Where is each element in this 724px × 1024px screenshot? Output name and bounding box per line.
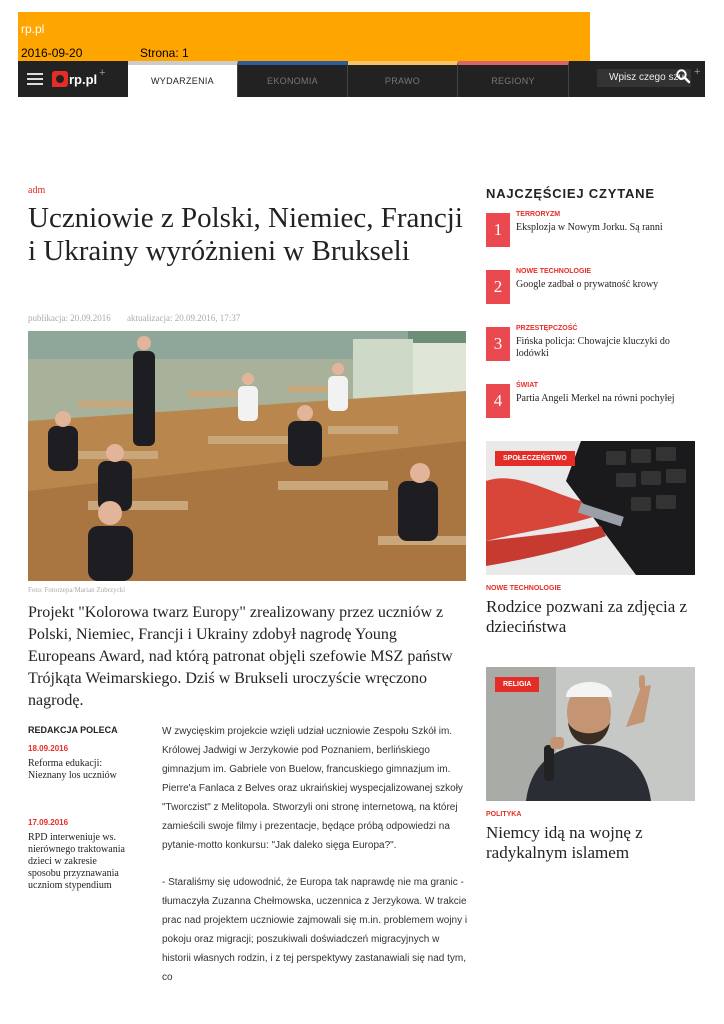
tab-label: WYDARZENIA: [150, 76, 214, 86]
most-read-category: ŚWIAT: [516, 382, 539, 389]
tab-regiony[interactable]: [458, 61, 569, 97]
recommends-heading: REDAKCJA POLECA: [28, 725, 118, 735]
print-date: 2016-09-20: [21, 46, 83, 60]
card-title[interactable]: Rodzice pozwani za zdjęcia z dzieciństwa: [486, 597, 688, 636]
tab-wydarzenia[interactable]: [128, 61, 238, 97]
most-read-number: 1: [486, 213, 510, 247]
tab-label: PRAWO: [384, 76, 421, 86]
top-navbar: [18, 61, 705, 97]
most-read-item[interactable]: [486, 213, 696, 251]
article-title: Uczniowie z Polski, Niemiec, Francji i Ukrainy wyróżnieni w Brukseli: [28, 202, 463, 267]
article-paragraph: - Staraliśmy się udowodnić, że Europa tak naprawdę nie ma granic - tłumaczyła Zuzanna Chełmowska, uczennica z Jerzykowa. W trakcie prac nad projektem uczniowie zajmowali się m.in. problemem wojny i pokoju oraz migracji; poszukiwali doświadczeń migracyjnych w historii własnych rodzin, i z tej perspektywy zastanawiali się nad tym, co: [162, 877, 468, 983]
article-lead: Projekt "Kolorowa twarz Europy" zrealizowany przez uczniów z Polski, Niemiec, Francji i Ukrainy zdobył nagrodę Young Europeans Award, nad którą patronat objęli szefowie MSZ państw Trójkąta Weimarskiego. Dziś w Brukseli uroczyście wręczono nagrodę.: [28, 604, 453, 709]
most-read-category: TERRORYZM: [516, 211, 561, 218]
print-header: [18, 12, 590, 62]
print-page: Strona: 1: [140, 46, 189, 60]
most-read-item[interactable]: [486, 384, 696, 422]
card-badge: SPOŁECZEŃSTWO: [495, 451, 575, 466]
most-read-category: NOWE TECHNOLOGIE: [516, 268, 592, 275]
photo-caption: Foto: Fotorzepa/Marian Zubrzycki: [28, 586, 126, 594]
logo-text: rp.pl: [69, 71, 98, 87]
most-read-number: 4: [486, 384, 510, 418]
article-paragraph: W zwycięskim projekcie wzięli udział uczniowie Zespołu Szkół im. Królowej Jadwigi w Jerzykowie pod Poznaniem, berlińskiego gimnazjum im. Gabriele von Buelow, francuskiego gimnazjum im. Pierre'a Fanlaca z Belves oraz ukraińskiej wyspecjalizowanej szkoły "Tworczist" z Melitopola. Stworzyli oni stronę internetową, na której zamieścili swoje filmy i prezentacje, będące próbą odpowiedzi na pytanie-motto konkursu: "Jak daleko sięga Europa?".: [162, 726, 463, 851]
hamburger-menu-icon[interactable]: [27, 73, 43, 85]
most-read-heading: NAJCZĘŚCIEJ CZYTANE: [486, 186, 655, 201]
tab-ekonomia[interactable]: [238, 61, 348, 97]
nav-plus[interactable]: +: [694, 66, 701, 78]
search-placeholder: Wpisz czego szu: [609, 72, 685, 83]
logo-plus[interactable]: +: [99, 67, 106, 79]
card-category: NOWE TECHNOLOGIE: [486, 585, 562, 592]
most-read-title: Eksplozja w Nowym Jorku. Są ranni: [516, 222, 663, 233]
publish-date: publikacja: 20.09.2016: [28, 313, 111, 323]
recommended-item[interactable]: [28, 818, 128, 892]
most-read-title: Partia Angeli Merkel na równi pochyłej: [516, 393, 675, 404]
print-site: rp.pl: [21, 22, 45, 36]
most-read-number: 3: [486, 327, 510, 361]
most-read-category: PRZESTĘPCZOŚĆ: [516, 325, 578, 332]
search-icon[interactable]: [676, 69, 690, 83]
tab-label: REGIONY: [491, 76, 535, 86]
most-read-item[interactable]: [486, 270, 696, 308]
update-date: aktualizacja: 20.09.2016, 17:37: [127, 313, 241, 323]
site-logo[interactable]: [52, 69, 97, 89]
logo-mark-icon: [52, 71, 68, 87]
card-image-society[interactable]: [486, 441, 695, 575]
card-image-religion[interactable]: [486, 667, 695, 801]
tab-label: EKONOMIA: [267, 76, 318, 86]
recommended-title: RPD interweniuje ws. nierównego traktowania dzieci w zakresie sposobu przyznawania uczniom stypendium: [28, 832, 125, 891]
card-badge: RELIGIA: [495, 677, 539, 692]
recommended-item[interactable]: [28, 744, 128, 782]
most-read-title: Google zadbał o prywatność krowy: [516, 279, 659, 290]
tab-prawo[interactable]: [348, 61, 458, 97]
recommended-title: Reforma edukacji: Nieznany los uczniów: [28, 758, 117, 781]
article-photo: [28, 331, 466, 581]
article-author[interactable]: adm: [28, 185, 46, 196]
card-category: POLITYKA: [486, 811, 522, 818]
recommended-date: 18.09.2016: [28, 744, 69, 753]
article-body: [162, 722, 468, 1005]
card-title[interactable]: Niemcy idą na wojnę z radykalnym islamem: [486, 823, 643, 862]
most-read-number: 2: [486, 270, 510, 304]
recommended-date: 17.09.2016: [28, 818, 69, 827]
most-read-item[interactable]: [486, 327, 696, 365]
article-meta: [28, 313, 240, 323]
most-read-title: Fińska policja: Chowajcie kluczyki do lodówki: [516, 336, 670, 359]
